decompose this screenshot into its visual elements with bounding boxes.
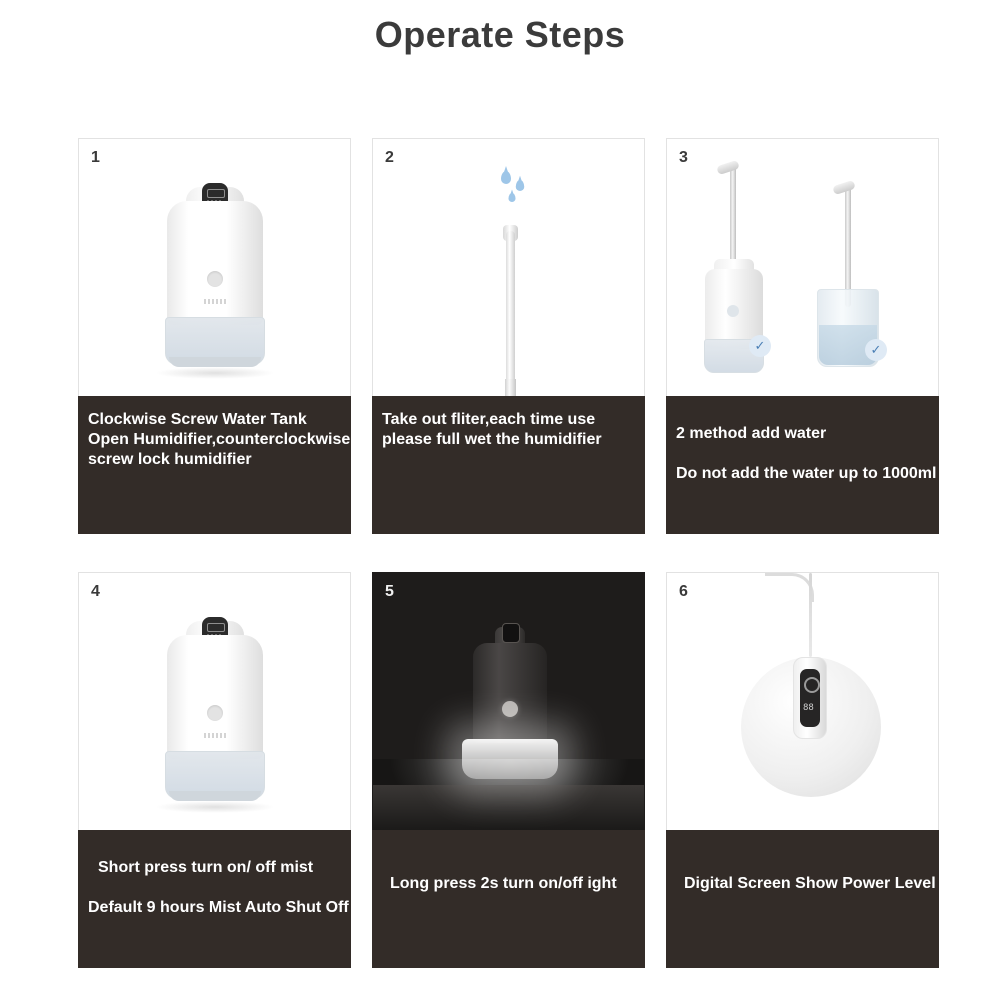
step-number-4: 4 — [91, 583, 100, 600]
step-caption-4 — [78, 830, 351, 968]
check-icon: ✓ — [865, 339, 887, 361]
humidifier-base — [169, 357, 261, 367]
mist-outlet-icon — [804, 677, 820, 693]
step-number-1: 1 — [91, 149, 100, 166]
step-card-6 — [666, 572, 939, 968]
night-light-glow — [462, 739, 558, 779]
step-caption-3 — [666, 396, 939, 534]
humidifier-label — [204, 299, 226, 304]
humidifier-small-button — [727, 305, 739, 317]
step-caption-2 — [372, 396, 645, 534]
caption-line: Short press turn on/ off mist — [98, 859, 314, 876]
page-title: Operate Steps — [374, 14, 626, 55]
straw-head-right — [832, 180, 856, 195]
straw-head-left — [716, 160, 740, 175]
drop-shadow — [155, 367, 275, 379]
table-front — [373, 785, 645, 830]
humidifier-power-button — [207, 705, 223, 721]
humidifier-label — [204, 733, 226, 738]
check-icon: ✓ — [749, 335, 771, 357]
filter-tip — [505, 379, 516, 396]
step-number-3: 3 — [679, 149, 688, 166]
caption-line: Take out fliter,each time use — [382, 411, 596, 428]
humidifier-body — [167, 635, 263, 759]
water-drop-icon — [516, 180, 525, 191]
step-photo-4 — [78, 572, 351, 830]
step-caption-5 — [372, 830, 645, 968]
straw-tube-left — [730, 167, 736, 263]
step-number-5: 5 — [385, 583, 394, 600]
battery-reading: 88 — [803, 703, 814, 713]
step-number-6: 6 — [679, 583, 688, 600]
screen-battery-bar — [207, 189, 225, 198]
humidifier-base — [169, 791, 261, 801]
humidifier-screen-dark — [502, 623, 520, 643]
step-photo-3 — [666, 138, 939, 396]
caption-line: screw lock humidifier — [88, 451, 252, 468]
usb-cable-loop — [765, 573, 814, 602]
humidifier-body — [167, 201, 263, 325]
usb-cable — [809, 573, 812, 657]
caption-line: please full wet the humidifier — [382, 431, 602, 448]
step-caption-1 — [78, 396, 351, 534]
step-card-5 — [372, 572, 645, 968]
step-number-2: 2 — [385, 149, 394, 166]
caption-line: Open Humidifier,counterclockwise — [88, 431, 351, 448]
steps-grid — [78, 138, 938, 968]
drop-shadow — [155, 801, 275, 813]
step-card-3 — [666, 138, 939, 534]
step-photo-1 — [78, 138, 351, 396]
screen-battery-bar — [207, 623, 225, 632]
caption-line: Do not add the water up to 1000ml — [676, 465, 937, 482]
step-card-1 — [78, 138, 351, 534]
caption-line: 2 method add water — [676, 425, 827, 442]
caption-line: Digital Screen Show Power Level — [684, 875, 936, 892]
caption-line: Long press 2s turn on/off ight — [390, 875, 617, 892]
humidifier-power-button — [207, 271, 223, 287]
step-photo-5 — [372, 572, 645, 830]
filter-stick — [506, 231, 515, 387]
caption-line: Default 9 hours Mist Auto Shut Off — [88, 899, 349, 916]
caption-line: Clockwise Screw Water Tank — [88, 411, 307, 428]
water-drop-icon — [509, 193, 516, 202]
water-drop-icon — [501, 171, 511, 184]
humidifier-power-button-lit — [502, 701, 518, 717]
humidifier-body-dark — [473, 643, 547, 743]
step-photo-6 — [666, 572, 939, 830]
step-card-4 — [78, 572, 351, 968]
step-caption-6 — [666, 830, 939, 968]
step-photo-2 — [372, 138, 645, 396]
step-card-2 — [372, 138, 645, 534]
